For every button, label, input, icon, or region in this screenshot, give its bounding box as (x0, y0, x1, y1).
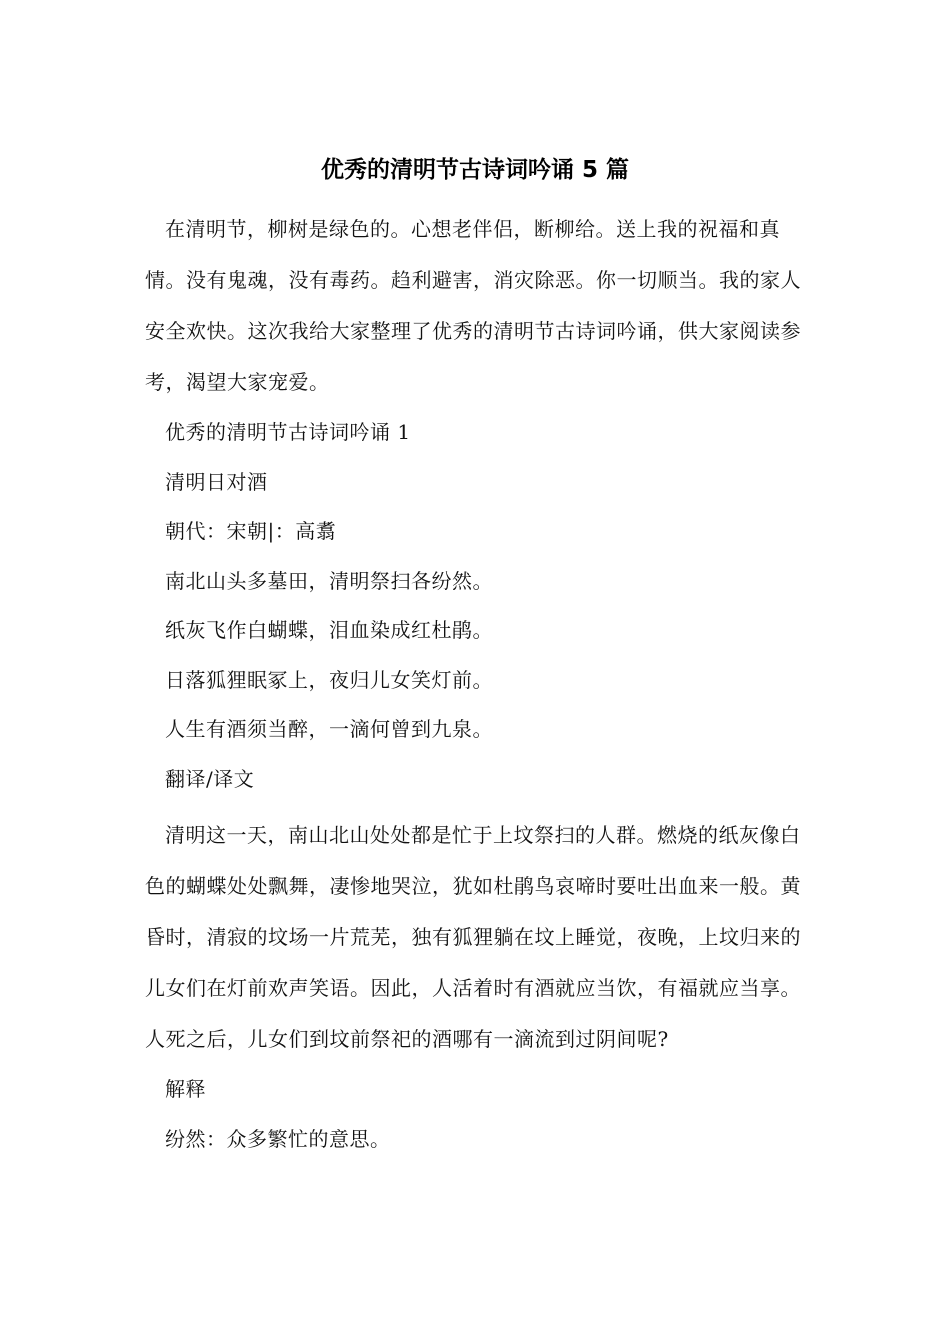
explanation-heading: 解释 (165, 1077, 206, 1101)
poem-line: 南北山头多墓田，清明祭扫各纷然。 (165, 568, 493, 593)
poem-line: 人生有酒须当醉，一滴何曾到九泉。 (165, 717, 493, 741)
poem-line: 日落狐狸眠冢上，夜归儿女笑灯前。 (165, 667, 493, 692)
section-heading: 优秀的清明节古诗词吟诵 1 (165, 420, 411, 444)
translation-heading: 翻译/译文 (165, 766, 255, 791)
poem-author: 朝代：宋朝|：高翥 (165, 519, 337, 543)
document-title: 优秀的清明节古诗词吟诵 5 篇 (320, 157, 630, 183)
document-body (145, 204, 810, 1170)
explanation-line: 纷然：众多繁忙的意思。 (165, 1126, 391, 1151)
translation-paragraph: 清明这一天，南山北山处处都是忙于上坟祭扫的人群。燃烧的纸灰像白色的蝴蝶处处飘舞，凄惨地哭泣，犹如杜鹃鸟哀啼时要吐出血来一般。黄昏时，清寂的坟场一片荒芜，独有狐狸躺在坟上睡觉，夜晚，上坟归来的儿女们在灯前欢声笑语。因此，人活着时有酒就应当饮，有福就应当享。人死之后，儿女们到坟前祭祀的酒哪有一滴流到过阴间呢? (145, 823, 801, 1051)
poem-title: 清明日对酒 (165, 469, 268, 494)
intro-paragraph: 在清明节，柳树是绿色的。心想老伴侣，断柳给。送上我的祝福和真情。没有鬼魂，没有毒药。趋利避害，消灾除恶。你一切顺当。我的家人安全欢快。这次我给大家整理了优秀的清明节古诗词吟诵，供大家阅读参考，渴望大家宠爱。 (145, 217, 801, 394)
poem-line: 纸灰飞作白蝴蝶，泪血染成红杜鹃。 (165, 618, 493, 642)
